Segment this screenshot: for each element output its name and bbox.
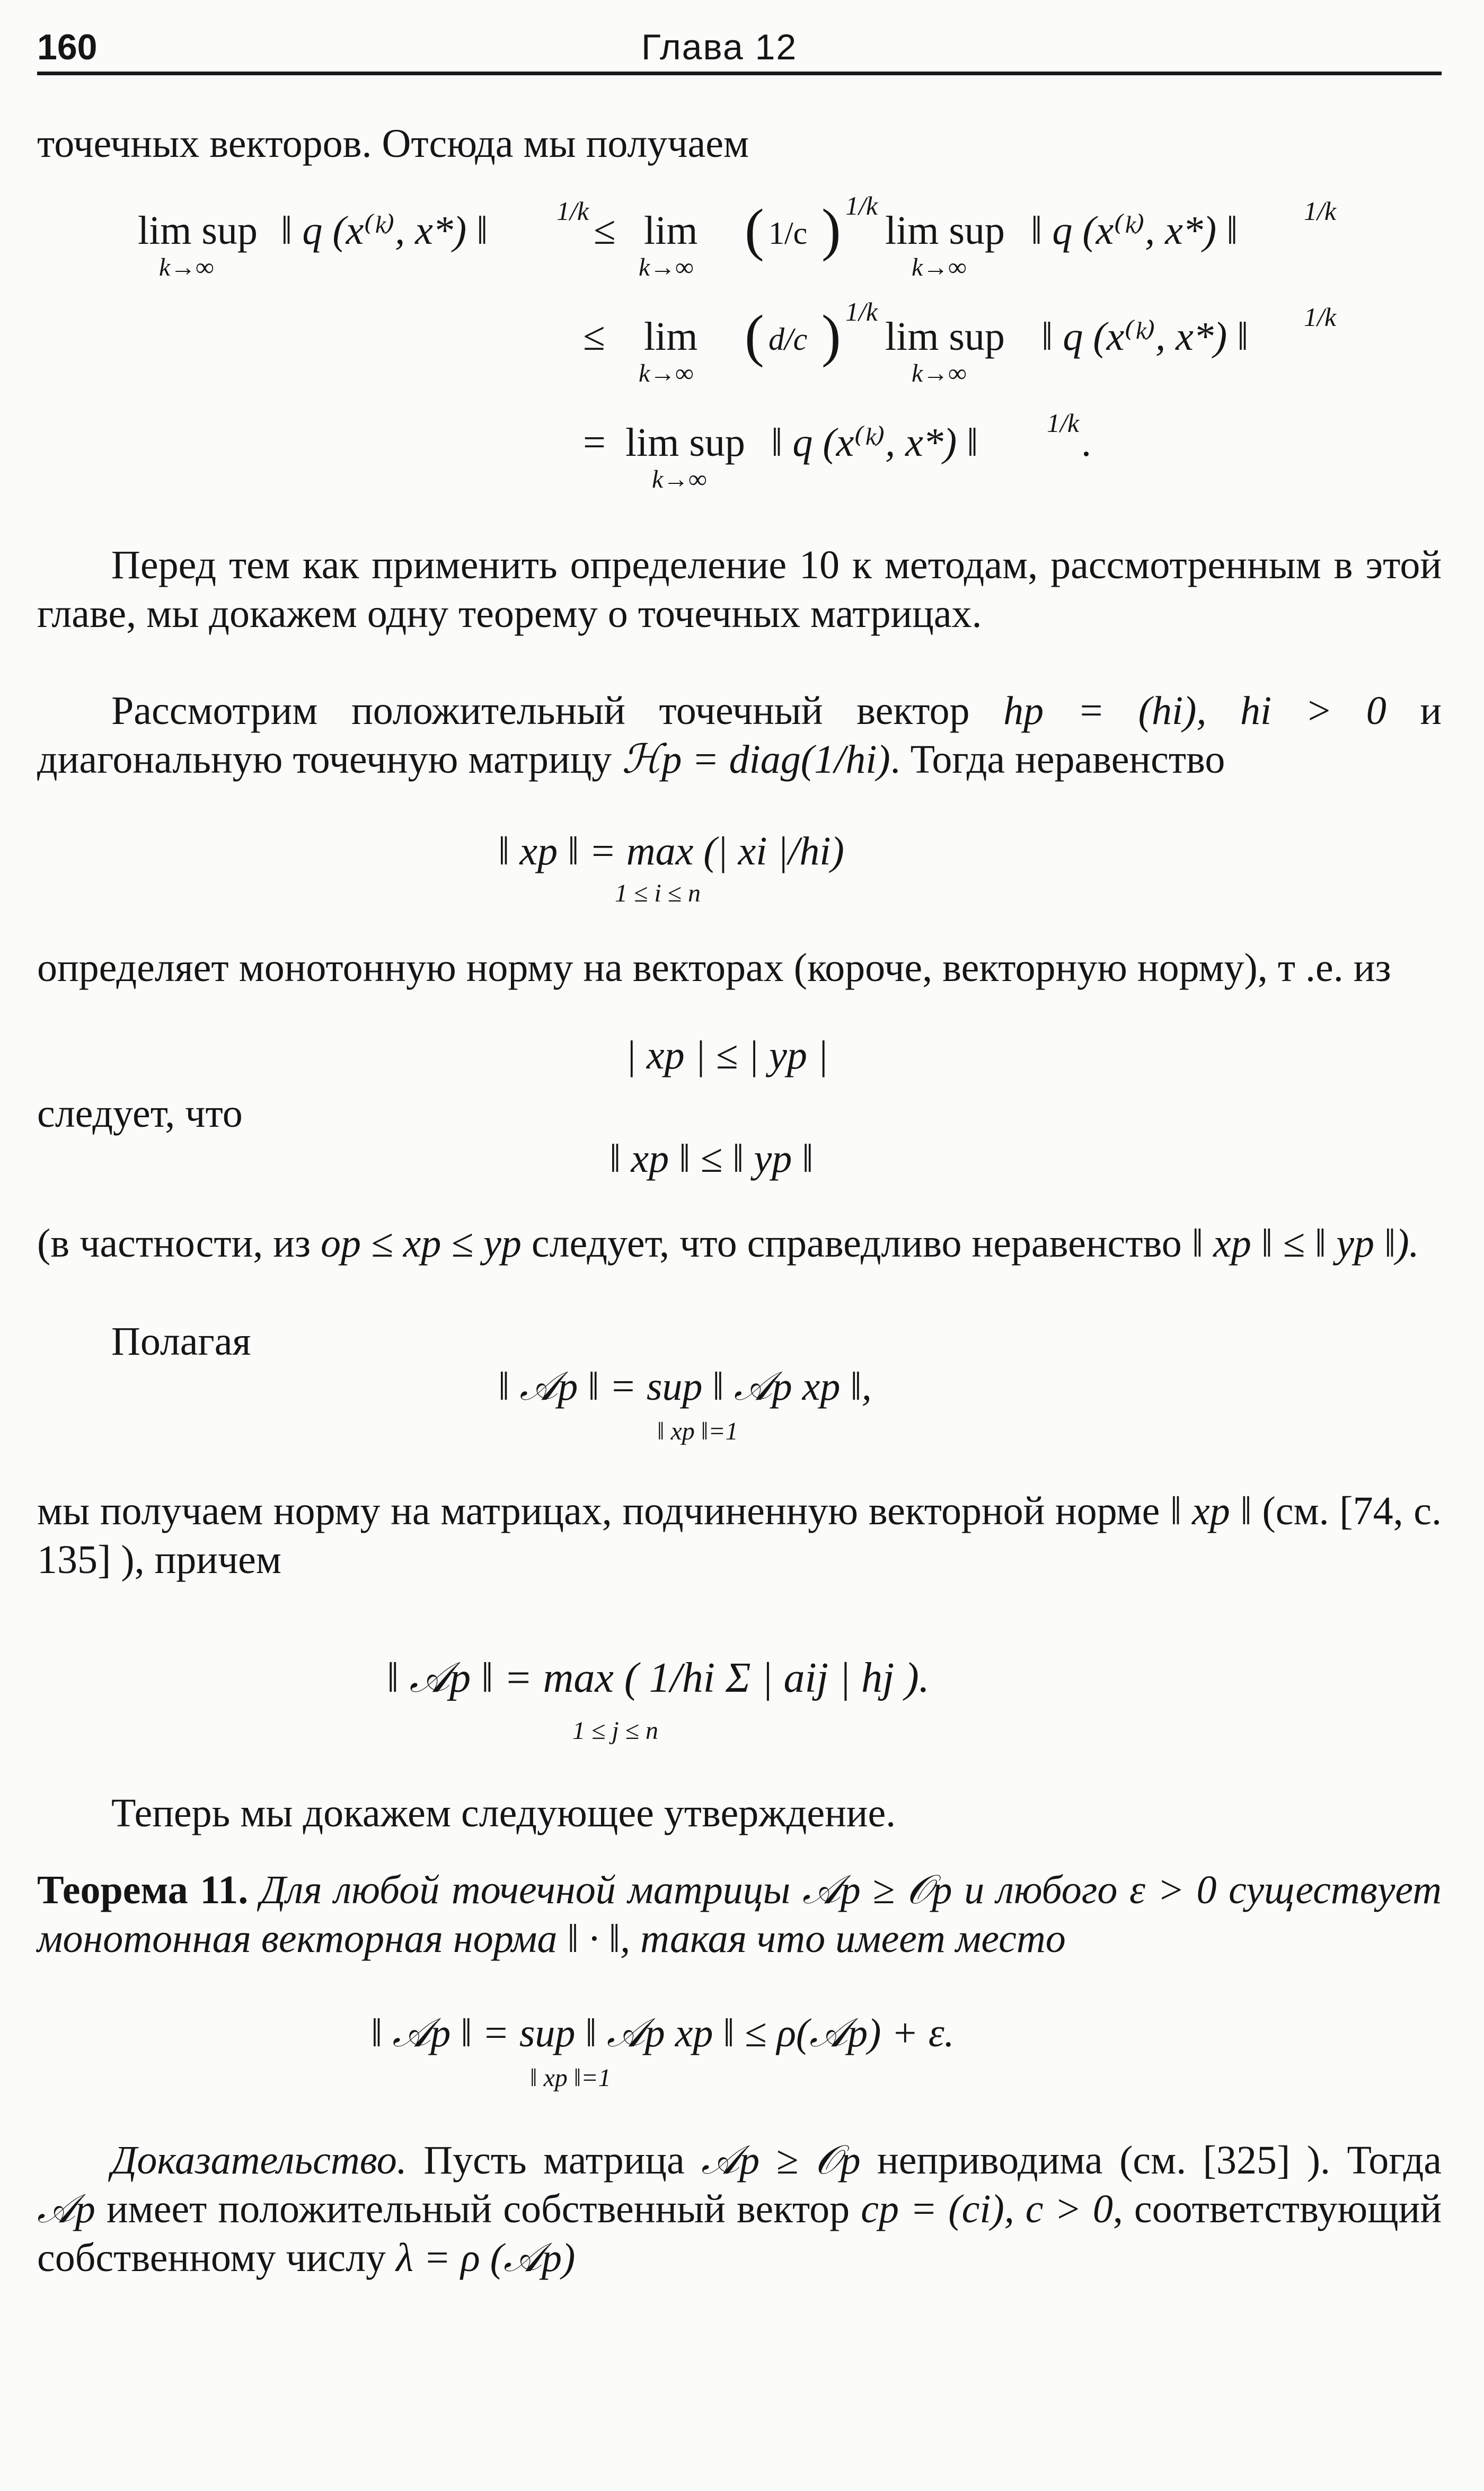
exp-1k: 1/k — [556, 196, 589, 226]
paragraph-5: следует, что — [37, 1091, 243, 1136]
formula-thm-ineq: ‖ 𝒜p ‖ = sup ‖ 𝒜p xp ‖ ≤ ρ(𝒜p) + ε. — [371, 2011, 955, 2055]
formula-limsup-chain — [0, 191, 1484, 530]
paragraph-1: точечных векторов. Отсюда мы получаем — [37, 121, 749, 166]
formula-norm2: ‖ xp ‖ ≤ ‖ yp ‖). — [1191, 1221, 1419, 1266]
formula-Hp: ℋp = diag(1/hi) — [622, 737, 890, 782]
proof-text-c: имеет положительный собственный вектор — [106, 2187, 850, 2231]
formula-thm-norm: ‖ · ‖ — [567, 1916, 621, 1961]
formula-proof-Ap: 𝒜p — [37, 2187, 95, 2231]
limsup-text: lim sup — [885, 314, 1005, 359]
formula-ord: op ≤ xp ≤ yp — [320, 1221, 522, 1266]
frac-1c: 1/c — [768, 216, 808, 251]
paren-open: ( — [745, 197, 764, 262]
formula-proof-lambda: λ = ρ (𝒜p) — [396, 2236, 576, 2280]
exp-1k: 1/k — [1304, 196, 1337, 226]
p3-text-c: . Тогда неравенство — [890, 737, 1225, 782]
paren-close: ) — [822, 197, 841, 262]
k-inf-sub: k→∞ — [639, 359, 694, 387]
p8-text-a: мы получаем норму на матрицах, подчиненную векторной норме — [37, 1489, 1160, 1533]
paragraph-6 — [37, 1219, 1442, 1268]
theorem-text-c: существует монотонная векторная норма — [37, 1868, 1442, 1961]
formula-proof-A: 𝒜p ≥ 𝒪p — [701, 2138, 861, 2183]
exp-1k: 1/k — [845, 297, 878, 326]
paragraph-2: Перед тем как применить определение 10 к методам, рассмотренным в этой главе, мы докажем одну теорему о точечных матрицах. — [37, 543, 1442, 636]
header-rule — [37, 72, 1442, 75]
paragraph-7: Полагая — [111, 1319, 251, 1364]
proof-text-a: Пусть матрица — [423, 2138, 685, 2183]
q-term: ‖ q (x⁽ᵏ⁾, x*) ‖ — [1031, 208, 1238, 253]
exp-1k: 1/k — [1047, 408, 1080, 438]
formula-Ap-sup: ‖ 𝒜p ‖ = sup ‖ 𝒜p xp ‖, — [498, 1364, 872, 1409]
paragraph-8 — [37, 1487, 1442, 1584]
formula-proof-cp: cp = (ci), c > 0 — [861, 2187, 1113, 2231]
lim-text: lim — [644, 314, 698, 359]
formula-norm-xp: ‖ xp ‖ = max (| xi |/hi) — [498, 829, 844, 873]
limsup-text: lim sup — [138, 208, 258, 253]
exp-1k: 1/k — [845, 191, 878, 220]
norm-one-sub: ‖ xp ‖=1 — [530, 2064, 611, 2092]
range-j: 1 ≤ j ≤ n — [572, 1717, 659, 1745]
formula-thm-A: 𝒜p ≥ 𝒪p — [802, 1868, 952, 1912]
q-term: ‖ q (x⁽ᵏ⁾, x*) ‖ — [771, 420, 978, 465]
chapter-title: Глава 12 — [641, 27, 798, 67]
theorem-text-b: и любого — [964, 1868, 1118, 1912]
k-inf-sub: k→∞ — [639, 253, 694, 281]
leq-1: ≤ — [594, 208, 616, 253]
k-inf-sub: k→∞ — [912, 253, 967, 281]
theorem-text-a: Для любой точечной матрицы — [260, 1868, 791, 1912]
proof-text-d: , соответствующий собственному числу — [37, 2187, 1442, 2280]
lim-text: lim — [644, 208, 698, 253]
p8-text-b: (см. [74, с. 135] ), причем — [37, 1489, 1442, 1582]
p6-text-b: следует, что справедливо неравенство — [531, 1221, 1182, 1266]
p3-text-a: Рассмотрим положительный точечный вектор — [111, 688, 970, 733]
equals-3: = — [583, 420, 606, 465]
k-inf-sub: k→∞ — [652, 465, 707, 493]
page-number: 160 — [37, 27, 98, 67]
proof — [37, 2136, 1442, 2282]
formula-thm-eps: ε > 0 — [1129, 1868, 1217, 1912]
paragraph-4: определяет монотонную норму на векторах (короче, векторную норму), т .е. из — [37, 946, 1391, 990]
k-inf-sub: k→∞ — [159, 253, 214, 281]
paragraph-3 — [37, 686, 1442, 784]
paragraph-9: Теперь мы докажем следующее утверждение. — [111, 1791, 896, 1835]
limsup-text: lim sup — [885, 208, 1005, 253]
norm-one-sub: ‖ xp ‖=1 — [657, 1417, 738, 1445]
proof-label: Доказательство. — [111, 2138, 407, 2183]
formula-norm-ineq: ‖ xp ‖ ≤ ‖ yp ‖ — [610, 1136, 814, 1181]
period: . — [1081, 420, 1091, 465]
q-term: ‖ q (x⁽ᵏ⁾, x*) ‖ — [1041, 314, 1249, 359]
p3-text-b: и диагональную точечную матрицу — [37, 688, 1442, 782]
leq-2: ≤ — [583, 314, 605, 359]
running-header — [37, 21, 1436, 69]
theorem-text-d: , такая что имеет место — [620, 1916, 1066, 1961]
paren-close: ) — [822, 303, 841, 368]
k-inf-sub: k→∞ — [912, 359, 967, 387]
exp-1k: 1/k — [1304, 302, 1337, 332]
q-term: ‖ q (x⁽ᵏ⁾, x*) ‖ — [281, 208, 488, 253]
formula-hp: hp = (hi), hi > 0 — [1003, 688, 1386, 733]
theorem-label: Теорема 11. — [37, 1868, 249, 1912]
theorem-11 — [37, 1866, 1442, 1963]
p6-text-a: (в частности, из — [37, 1221, 311, 1266]
proof-text-b: неприводима (см. [325] ). Тогда — [877, 2138, 1442, 2183]
limsup-text: lim sup — [625, 420, 745, 465]
formula-norm-xp-inline: ‖ xp ‖ — [1170, 1489, 1252, 1533]
frac-dc: d/c — [768, 322, 808, 357]
paren-open: ( — [745, 303, 764, 368]
formula-abs: | xp | ≤ | yp | — [625, 1033, 828, 1077]
formula-Ap-max: ‖ 𝒜p ‖ = max ( 1/hi Σ | aij | hj ). — [387, 1655, 930, 1701]
range-i: 1 ≤ i ≤ n — [615, 879, 701, 907]
